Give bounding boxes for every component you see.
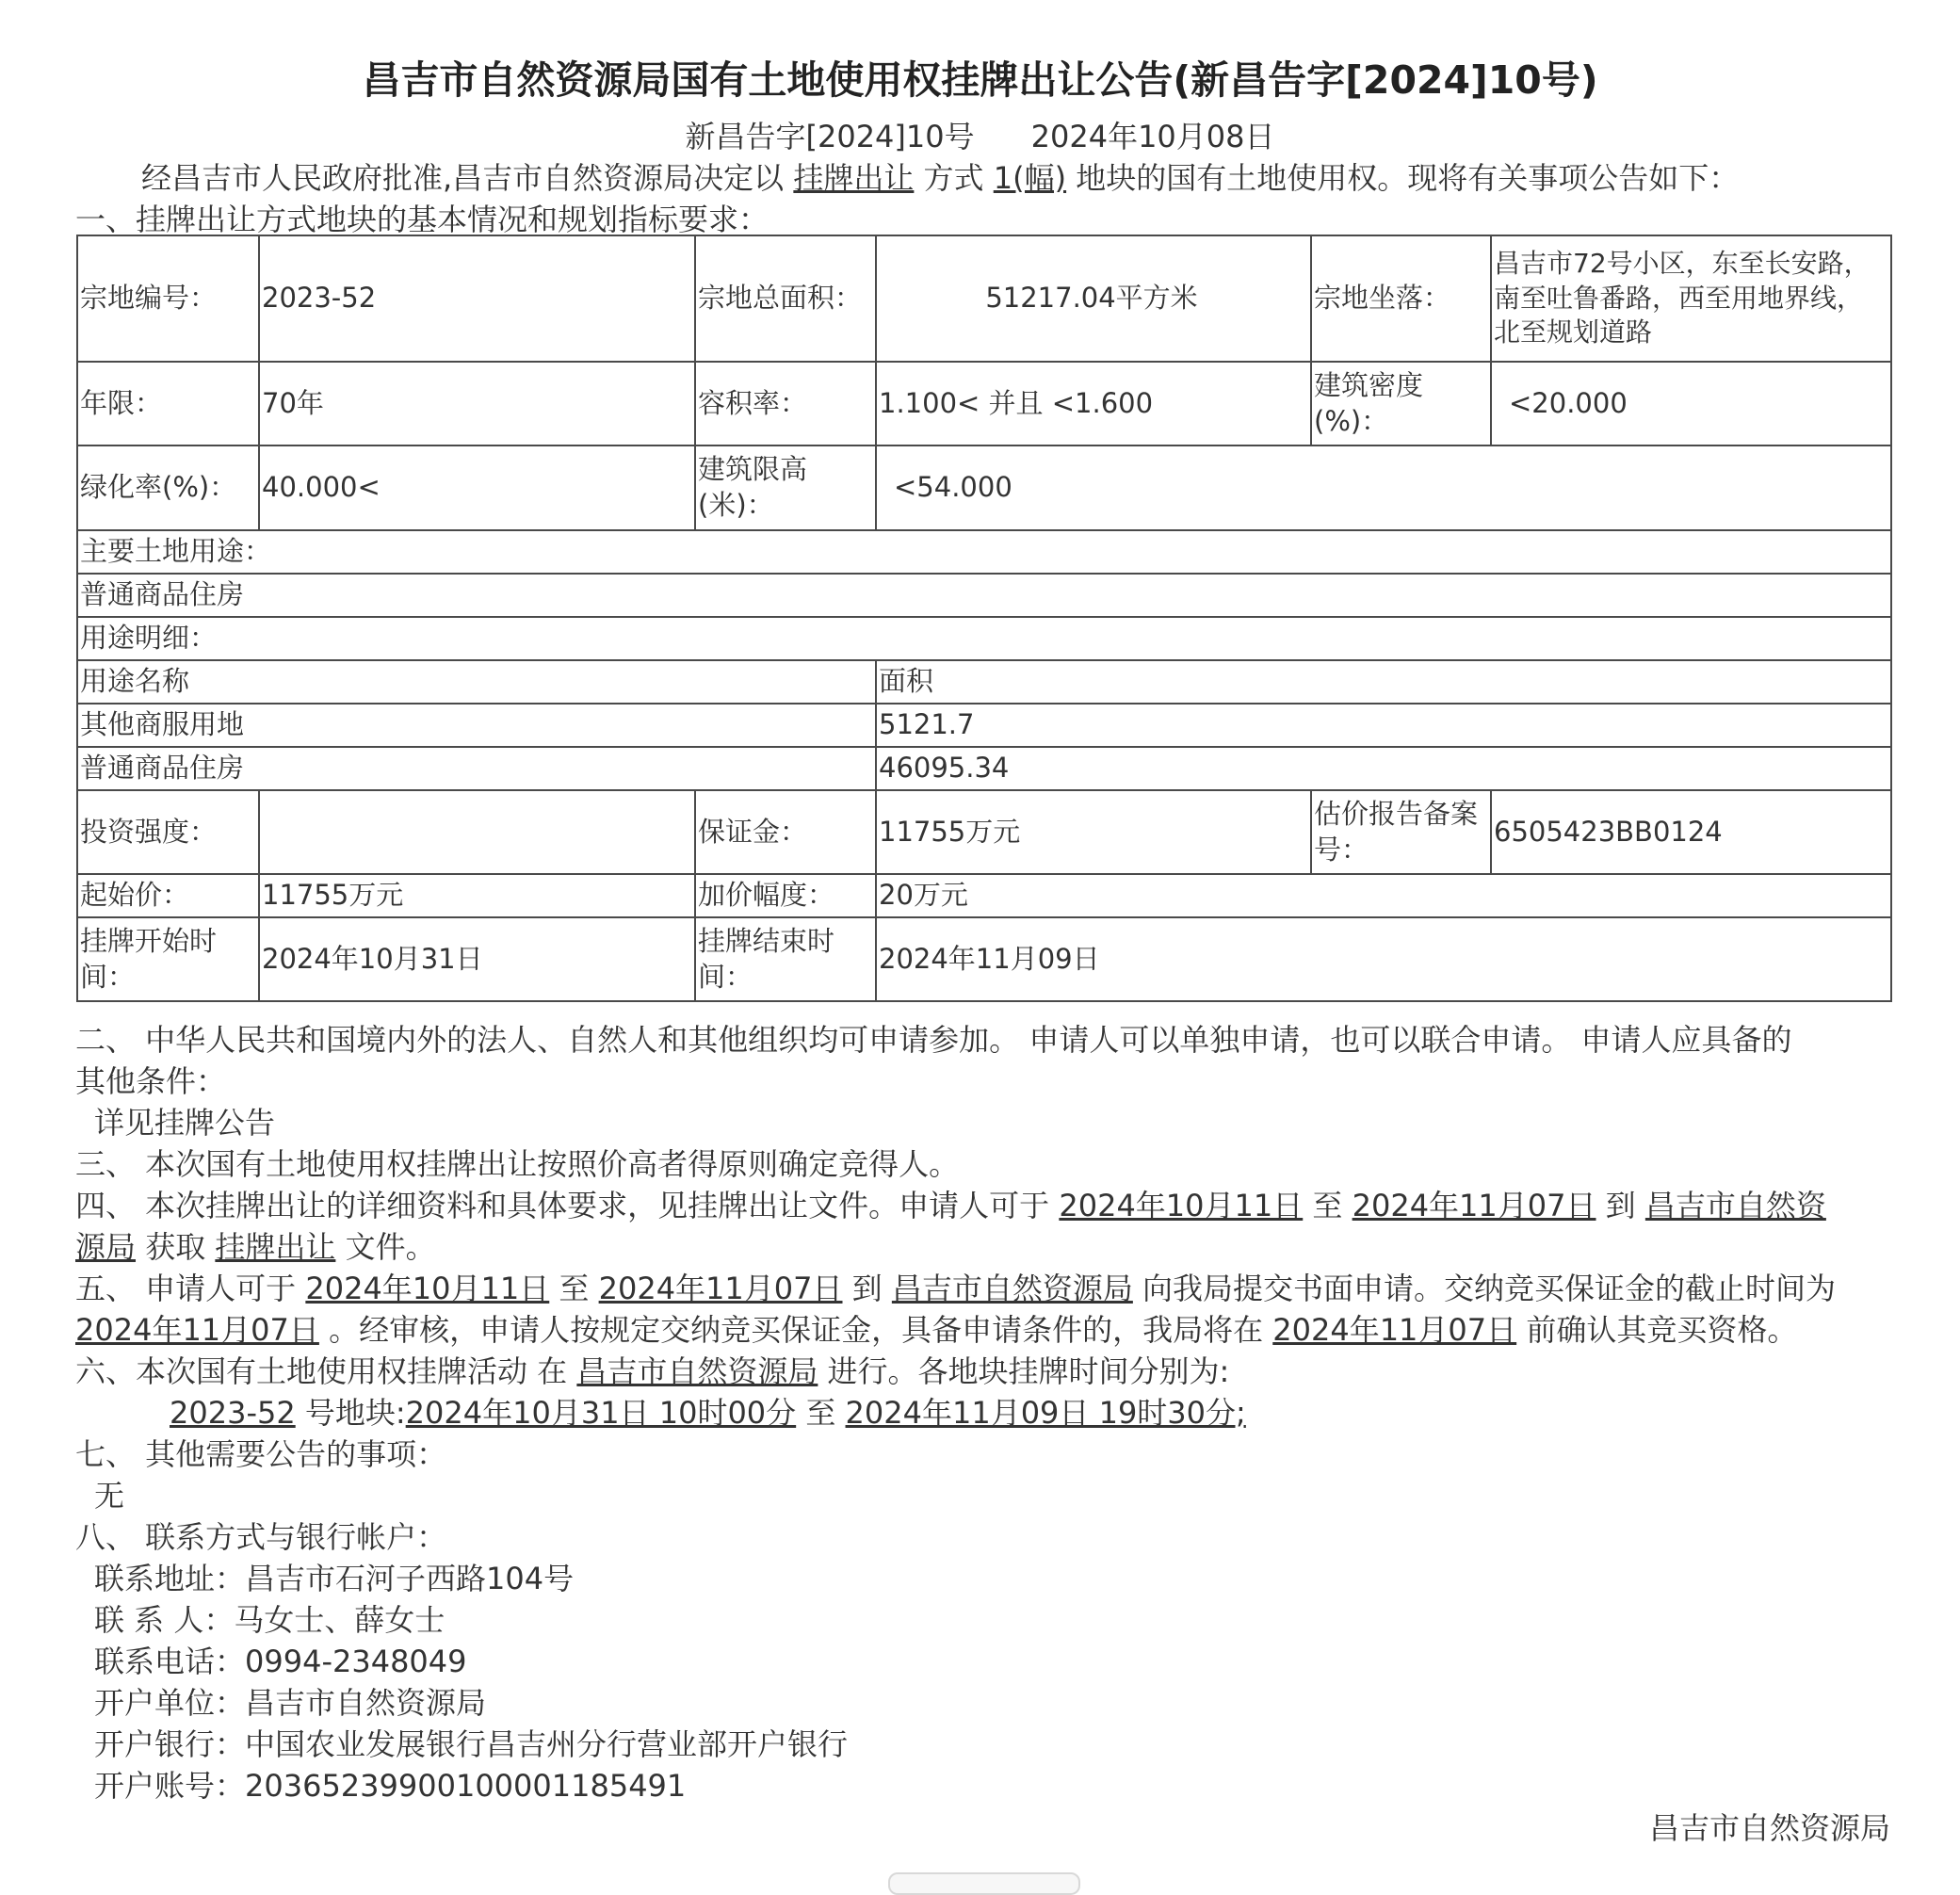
section-6-line2 (75, 1392, 1893, 1433)
section-6-place: 昌吉市自然资源局 (576, 1353, 818, 1389)
section-4-to-word: 至 (1312, 1188, 1343, 1223)
start-price-label: 起始价： (77, 874, 259, 917)
table-row (77, 617, 1891, 660)
listing-start-value: 2024年10月31日 (259, 917, 695, 1001)
section-6-suffix: 进行。各地块挂牌时间分别为: (827, 1353, 1230, 1389)
section-5-to-date: 2024年11月07日 (598, 1271, 843, 1306)
deposit-value: 11755万元 (876, 790, 1311, 874)
section-6-parcel: 2023-52 (170, 1395, 296, 1431)
doc-date: 2024年10月08日 (1030, 119, 1275, 154)
section-6-prefix: 六、本次国有土地使用权挂牌活动 在 (75, 1353, 568, 1389)
section-8-title: 八、 联系方式与银行帐户： (75, 1519, 447, 1555)
use-area-cell: 46095.34 (876, 747, 1891, 790)
section-5-line1 (75, 1268, 1893, 1309)
table-row (77, 445, 1891, 530)
use-name-cell: 其他商服用地 (77, 704, 876, 747)
section-7-content: 无 (94, 1478, 125, 1514)
section-6-to-word: 至 (805, 1395, 836, 1431)
use-name-header: 用途名称 (77, 660, 876, 704)
increment-value: 20万元 (876, 874, 1891, 917)
height-value: <54.000 (876, 445, 1891, 530)
intro-suffix: 地块的国有土地使用权。现将有关事项公告如下： (1076, 160, 1740, 196)
section-4-place-b: 源局 (75, 1229, 137, 1265)
section-4-to-date: 2024年11月07日 (1352, 1188, 1596, 1223)
section-6-line1 (75, 1351, 1893, 1392)
investment-value (259, 790, 695, 874)
section-5-at-word: 到 (851, 1271, 883, 1306)
contact-person: 联 系 人：马女士、薛女士 (94, 1602, 445, 1638)
appraisal-value: 6505423BB0124 (1491, 790, 1891, 874)
increment-label: 加价幅度： (695, 874, 876, 917)
section-4-place-a: 昌吉市自然资 (1644, 1188, 1826, 1223)
section-5-suffix1: 向我局提交书面申请。交纳竞买保证金的截止时间为 (1142, 1271, 1837, 1306)
section-4-prefix: 四、 本次挂牌出让的详细资料和具体要求，见挂牌出让文件。申请人可于 (75, 1188, 1050, 1223)
far-label: 容积率： (695, 362, 876, 445)
signature: 昌吉市自然资源局 (1648, 1810, 1890, 1846)
section-5-line2 (75, 1309, 1893, 1351)
table-row (77, 660, 1891, 704)
main-use-value: 普通商品住房 (77, 574, 1891, 617)
doc-number: 新昌告字[2024]10号 (685, 119, 975, 154)
section-6-end: 2024年11月09日 19时30分; (845, 1395, 1246, 1431)
contact-phone: 联系电话：0994-2348049 (94, 1644, 467, 1679)
intro-count: 1(幅) (993, 160, 1067, 196)
listing-start-label: 挂牌开始时间： (77, 917, 259, 1001)
section-2-line2: 其他条件： (75, 1063, 227, 1099)
section-5-deadline: 2024年11月07日 (75, 1312, 319, 1348)
section-4-get-word: 获取 (145, 1229, 206, 1265)
section-5-to-word: 至 (559, 1271, 590, 1306)
table-row (77, 917, 1891, 1001)
use-detail-label: 用途明细： (77, 617, 1891, 660)
section-5-suffix2: 前确认其竞买资格。 (1526, 1312, 1798, 1348)
appraisal-label: 估价报告备案号： (1311, 790, 1491, 874)
parcel-no-label: 宗地编号： (77, 235, 259, 362)
listing-end-label: 挂牌结束时间： (695, 917, 876, 1001)
section-4-doc: 挂牌出让 (215, 1229, 336, 1265)
section-4-at-word: 到 (1605, 1188, 1636, 1223)
doc-meta (0, 113, 1960, 156)
intro-mid: 方式 (923, 160, 984, 196)
table-row (77, 790, 1891, 874)
start-price-value: 11755万元 (259, 874, 695, 917)
use-area-header: 面积 (876, 660, 1891, 704)
far-value: 1.100< 并且 <1.600 (876, 362, 1311, 445)
density-label: 建筑密度(%)： (1311, 362, 1491, 445)
section-4-line1 (75, 1185, 1893, 1226)
section-5-place: 昌吉市自然资源局 (891, 1271, 1133, 1306)
account-number: 开户账号：20365239900100001185491 (94, 1768, 687, 1804)
parcel-no-value: 2023-52 (259, 235, 695, 362)
investment-label: 投资强度： (77, 790, 259, 874)
table-row (77, 530, 1891, 574)
density-value: <20.000 (1491, 362, 1891, 445)
contact-address: 联系地址：昌吉市石河子西路104号 (94, 1561, 575, 1596)
location-value: 昌吉市72号小区，东至长安路，南至吐鲁番路，西至用地界线，北至规划道路 (1491, 235, 1891, 362)
account-bank: 开户银行：中国农业发展银行昌吉州分行营业部开户银行 (94, 1726, 849, 1762)
account-unit: 开户单位：昌吉市自然资源局 (94, 1685, 487, 1721)
section-4-suffix: 文件。 (345, 1229, 436, 1265)
section-2-detail: 详见挂牌公告 (94, 1105, 276, 1141)
body-sections (75, 1019, 1893, 1806)
use-area-cell: 5121.7 (876, 704, 1891, 747)
section-5-mid: 。经审核，申请人按规定交纳竞买保证金，具备申请条件的，我局将在 (329, 1312, 1264, 1348)
table-row (77, 874, 1891, 917)
intro-paragraph (141, 154, 1739, 198)
section-3: 三、 本次国有土地使用权挂牌出让按照价高者得原则确定竞得人。 (75, 1146, 960, 1182)
section-5-confirm-date: 2024年11月07日 (1272, 1312, 1517, 1348)
intro-prefix: 经昌吉市人民政府批准,昌吉市自然资源局决定以 (141, 160, 785, 196)
section-2-line1: 二、 中华人民共和国境内外的法人、自然人和其他组织均可申请参加。 申请人可以单独申请，也可以联合申请。 申请人应具备的 (75, 1022, 1792, 1058)
green-value: 40.000< (259, 445, 695, 530)
term-label: 年限： (77, 362, 259, 445)
term-value: 70年 (259, 362, 695, 445)
main-use-label: 主要土地用途： (77, 530, 1891, 574)
location-label: 宗地坐落： (1311, 235, 1491, 362)
section-7-title: 七、 其他需要公告的事项： (75, 1436, 447, 1472)
deposit-label: 保证金： (695, 790, 876, 874)
section-6-parcel-word: 号地块: (304, 1395, 406, 1431)
table-row (77, 704, 1891, 747)
section-5-from-date: 2024年10月11日 (305, 1271, 550, 1306)
green-label: 绿化率(%)： (77, 445, 259, 530)
section-1-title: 一、挂牌出让方式地块的基本情况和规划指标要求： (75, 202, 769, 237)
section-4-from-date: 2024年10月11日 (1059, 1188, 1304, 1223)
section-4-line2 (75, 1226, 1893, 1268)
bottom-scroll-tab[interactable] (888, 1872, 1080, 1895)
table-row (77, 362, 1891, 445)
height-label: 建筑限高(米)： (695, 445, 876, 530)
total-area-label: 宗地总面积： (695, 235, 876, 362)
table-row (77, 235, 1891, 362)
page-title: 昌吉市自然资源局国有土地使用权挂牌出让公告(新昌告字[2024]10号) (362, 57, 1598, 103)
intro-method: 挂牌出让 (793, 160, 915, 196)
section-5-prefix: 五、 申请人可于 (75, 1271, 297, 1306)
table-row (77, 747, 1891, 790)
listing-end-value: 2024年11月09日 (876, 917, 1891, 1001)
section-6-start: 2024年10月31日 10时00分 (405, 1395, 797, 1431)
table-row (77, 574, 1891, 617)
use-name-cell: 普通商品住房 (77, 747, 876, 790)
parcel-info-table (76, 235, 1892, 1002)
total-area-value: 51217.04平方米 (876, 235, 1311, 362)
